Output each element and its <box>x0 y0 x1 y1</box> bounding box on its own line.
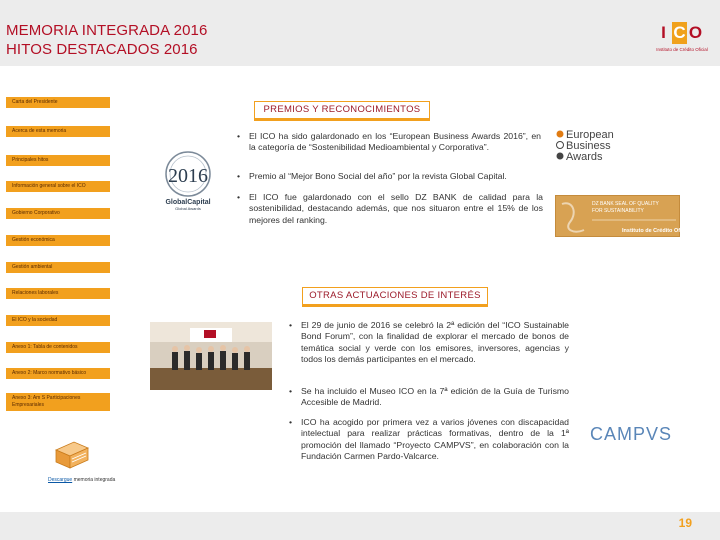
european-business-awards-logo <box>556 128 630 164</box>
footer-bar <box>0 512 720 540</box>
sidebar-item-anexo-2[interactable]: Anexo 2: Marco normativo básico <box>6 368 110 379</box>
sustainable-bond-forum-photo <box>150 322 272 390</box>
page-number: 19 <box>678 516 692 530</box>
campvs-logo-text: CAMPVS <box>590 424 673 444</box>
ico-logo[interactable] <box>652 22 712 64</box>
bullet-dot: • <box>289 320 293 330</box>
premios-bullet-3-text: El ICO fue galardonado con el sello DZ BANK de calidad para la sostenibilidad, destacando además, que nos situaron entre el 15% de los mejores del ranking. <box>249 192 543 225</box>
download-book-icon[interactable] <box>52 434 92 472</box>
download-memoria-link[interactable] <box>48 477 115 483</box>
bullet-dot: • <box>237 171 241 181</box>
sidebar-item-gestion-ambiental[interactable]: Gestión ambiental <box>6 262 110 273</box>
page-title: MEMORIA INTEGRADA 2016 <box>6 22 208 39</box>
otras-bullet-2 <box>289 386 569 409</box>
download-link-text[interactable]: Descargue <box>48 477 73 483</box>
otras-bullet-2-text: Se ha incluido el Museo ICO en la 7ª edición de la Guía de Turismo Accesible de Madrid. <box>301 386 569 408</box>
otras-heading: OTRAS ACTUACIONES DE INTERÉS <box>302 287 488 305</box>
sidebar-item-ico-sociedad[interactable]: El ICO y la sociedad <box>6 315 110 326</box>
global-capital-sub: Global Awards <box>175 206 201 211</box>
premios-bullet-1 <box>237 131 541 154</box>
dz-line2: FOR SUSTAINABILITY <box>592 208 644 214</box>
logo-subtitle: Instituto de Crédito Oficial <box>656 47 708 52</box>
premios-bullet-2-text: Premio al “Mejor Bono Social del año” por la revista Global Capital. <box>249 171 507 181</box>
global-capital-name: GlobalCapital <box>165 199 211 206</box>
otras-bullet-1 <box>289 320 569 366</box>
dz-bank-seal <box>555 195 691 237</box>
otras-bullet-1-text: El 29 de junio de 2016 se celebró la 2ª edición del “ICO Sustainable Bond Forum”, con la finalidad de explorar el mercado de bonos de temática social y verde con los emisores, inversores, agencias y todos los demás participantes en el mercado. <box>301 320 569 365</box>
bullet-dot: • <box>237 192 241 202</box>
sidebar-item-acerca-memoria[interactable]: Acerca de esta memoria <box>6 126 110 137</box>
bullet-dot: • <box>289 386 293 396</box>
logo-letter-o: O <box>688 23 703 42</box>
eba-line3: Awards <box>566 151 603 163</box>
eba-line2: Business <box>566 140 611 152</box>
otras-bullet-3 <box>289 417 569 463</box>
otras-bullet-3-text: ICO ha acogido por primera vez a varios jóvenes con discapacidad intelectual para realizar prácticas formativas, dentro de la 1ª promoción del llamado “Proyecto CAMPVS”, en colaboración con la Fundación Carmen Pardo-Valcarce. <box>301 417 569 462</box>
sidebar-item-informacion-general[interactable]: Información general sobre el ICO <box>6 181 110 192</box>
sidebar-item-gobierno-corporativo[interactable]: Gobierno Corporativo <box>6 208 110 219</box>
sidebar-item-principales-hitos[interactable]: Principales hitos <box>6 155 110 166</box>
bullet-dot: • <box>289 417 293 427</box>
campvs-logo <box>588 420 674 448</box>
premios-bullet-1-text: El ICO ha sido galardonado en los “European Business Awards 2016”, en la categoría de “Sostenibilidad Medioambiental y Corporativa”. <box>249 131 541 153</box>
dz-line3: Instituto de Crédito Oficial <box>622 228 691 234</box>
sidebar-item-anexo-3[interactable]: Anexo 3: Am S Participaciones Empresariales <box>6 393 110 411</box>
logo-letter-i: I <box>661 23 666 42</box>
premios-bullet-3 <box>237 192 543 226</box>
premios-heading: PREMIOS Y RECONOCIMIENTOS <box>254 101 430 119</box>
global-capital-award-logo <box>160 148 222 212</box>
sidebar-item-relaciones-laborales[interactable]: Relaciones laborales <box>6 288 110 299</box>
sidebar-item-anexo-1[interactable]: Anexo 1: Tabla de contenidos <box>6 342 110 353</box>
eba-line1: European <box>566 129 614 141</box>
download-link-rest: memoria integrada <box>72 477 116 483</box>
bullet-dot: • <box>237 131 241 141</box>
premios-bullet-2 <box>237 171 549 182</box>
dz-line1: DZ BANK SEAL OF QUALITY <box>592 201 659 207</box>
sidebar-item-carta-presidente[interactable]: Carta del Presidente <box>6 97 110 108</box>
global-capital-year: 2016 <box>168 165 208 187</box>
page-subtitle: HITOS DESTACADOS 2016 <box>6 41 198 58</box>
logo-letter-c: C <box>673 23 686 42</box>
sidebar-item-gestion-economica[interactable]: Gestión económica <box>6 235 110 246</box>
